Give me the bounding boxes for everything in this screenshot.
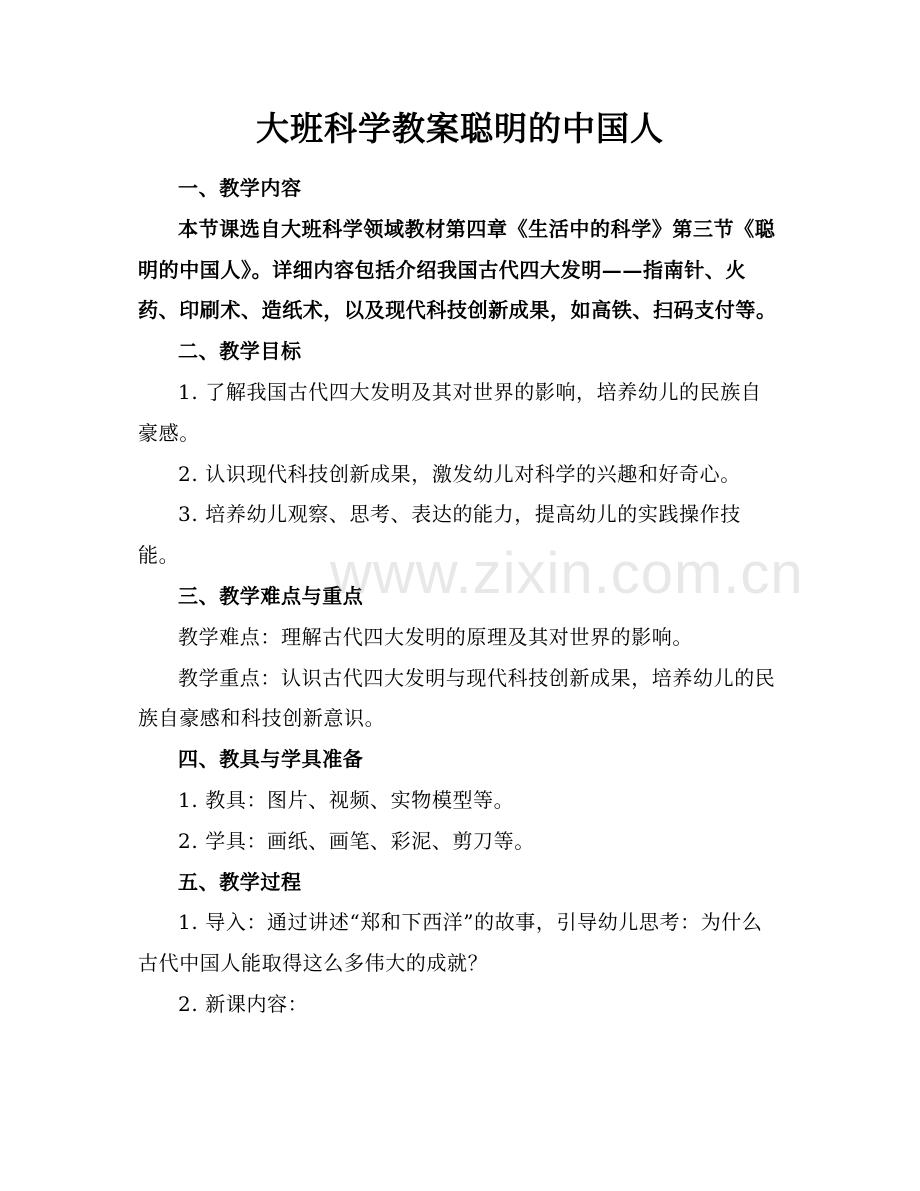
section-heading-content: 一、教学内容 [178,176,302,200]
materials-item-1: 1. 教具：图片、视频、实物模型等。 [178,787,515,812]
goal-item-3: 3. 培养幼儿观察、思考、表达的能力，提高幼儿的实践操作技能。 [138,502,741,568]
document-title: 大班科学教案聪明的中国人 [256,109,664,148]
difficulty-text: 教学难点：理解古代四大发明的原理及其对世界的影响。 [178,624,693,649]
section-heading-goals: 二、教学目标 [178,339,302,364]
section-heading-materials: 四、教具与学具准备 [178,747,364,772]
document-body [138,168,782,1025]
goal-item-1: 1. 了解我国古代四大发明及其对世界的影响，培养幼儿的民族自豪感。 [138,379,762,445]
goal-item-2: 2. 认识现代科技创新成果，激发幼儿对科学的兴趣和好奇心。 [178,461,741,486]
process-item-2: 2. 新课内容： [178,991,309,1016]
section-paragraph-content: 本节课选自大班科学领域教材第四章《生活中的科学》第三节《聪明的中国人》。详细内容包括介绍我国古代四大发明——指南针、火药、印刷术、造纸术，以及现代科技创新成果，如高铁、扫码支付等。 [138,216,777,323]
materials-item-2: 2. 学具：画纸、画笔、彩泥、剪刀等。 [178,828,535,853]
section-heading-difficulties: 三、教学难点与重点 [178,583,364,608]
section-heading-process: 五、教学过程 [178,869,302,894]
process-item-1: 1. 导入：通过讲述“郑和下西洋”的故事，引导幼儿思考：为什么古代中国人能取得这么多伟大的成就？ [138,910,763,976]
key-point-text: 教学重点：认识古代四大发明与现代科技创新成果，培养幼儿的民族自豪感和科技创新意识。 [138,665,776,731]
watermark-text: www.zixin.com.cn [330,541,804,606]
